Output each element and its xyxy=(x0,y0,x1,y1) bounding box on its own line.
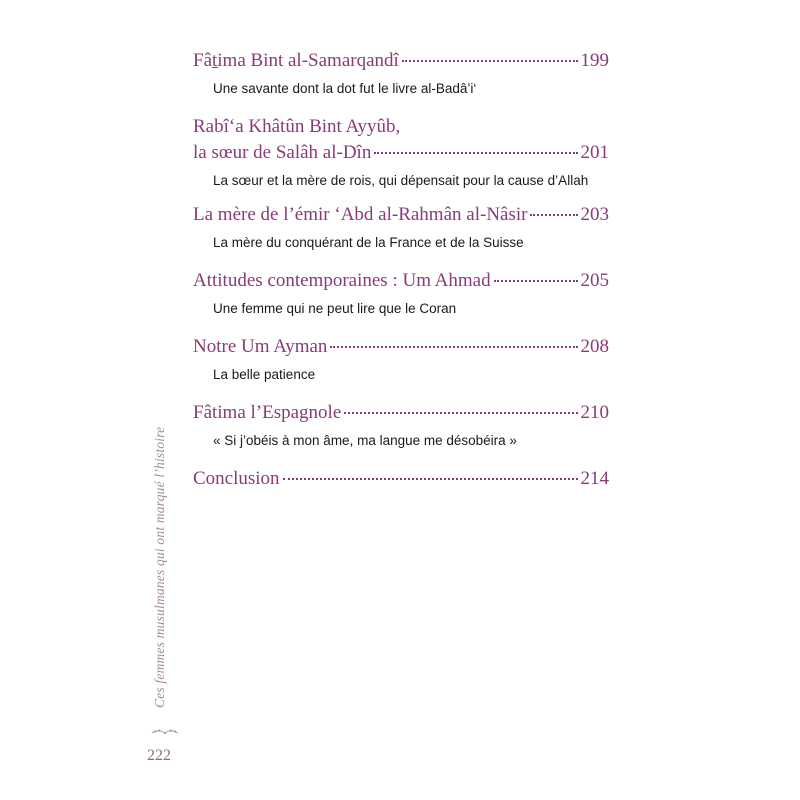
toc-entry xyxy=(193,202,609,252)
toc-entry-subtitle: La mère du conquérant de la France et de la Suisse xyxy=(213,235,524,250)
toc-entry-subtitle: La sœur et la mère de rois, qui dépensait pour la cause d’Allah xyxy=(213,173,589,188)
toc-entry-page-number: 208 xyxy=(580,336,609,357)
toc-entry-title-first-line: Rabî‘a Khâtûn Bint Ayyûb, xyxy=(193,116,401,137)
toc-entry-page-number: 203 xyxy=(580,204,609,225)
toc-entry xyxy=(193,114,609,190)
toc-entry-title-line xyxy=(193,202,609,228)
dot-leader xyxy=(530,214,577,216)
toc-entry-title-line xyxy=(193,400,609,426)
toc-entry-title-line xyxy=(193,48,609,74)
toc-entry-subtitle: La belle patience xyxy=(213,367,316,382)
running-title: Ces femmes musulmanes qui ont marqué l’histoire xyxy=(152,426,167,708)
dot-leader xyxy=(330,346,577,348)
toc-entry-title: Fâṯima Bint al-Samarqandî xyxy=(193,50,399,71)
toc-entry-subtitle: Une savante dont la dot fut le livre al-Badâ’i‘ xyxy=(213,81,477,96)
toc-entry xyxy=(193,466,609,492)
laurel-ornament-icon xyxy=(150,727,180,739)
dot-leader xyxy=(344,412,577,414)
toc-entry-page-number: 210 xyxy=(580,402,609,423)
toc-entry-title: Conclusion xyxy=(193,468,280,489)
toc-entry-title: La mère de l’émir ‘Abd al-Rahmân al-Nâsir xyxy=(193,204,528,225)
toc-entry-subtitle: Une femme qui ne peut lire que le Coran xyxy=(213,301,457,316)
toc-entry-page-number: 205 xyxy=(580,270,609,291)
toc-entry-page-number: 201 xyxy=(580,142,609,163)
page-number: 222 xyxy=(147,747,171,764)
toc-entry-title: Attitudes contemporaines : Um Ahmad xyxy=(193,270,491,291)
toc-entry-page-number: 199 xyxy=(580,50,609,71)
toc-entry-title-line xyxy=(193,268,609,294)
toc-entry xyxy=(193,334,609,384)
toc-entry-title-line xyxy=(193,466,609,492)
toc-entry-title: la sœur de Salâh al-Dîn xyxy=(193,142,372,163)
toc-entry xyxy=(193,48,609,98)
dot-leader xyxy=(402,60,578,62)
toc-entry-title: Fâtima l’Espagnole xyxy=(193,402,342,423)
dot-leader xyxy=(374,152,577,154)
toc-entry xyxy=(193,400,609,450)
toc-entry-page-number: 214 xyxy=(580,468,609,489)
dot-leader xyxy=(494,280,578,282)
toc-entry-title: Notre Um Ayman xyxy=(193,336,328,357)
toc-entry-subtitle: « Si j’obéis à mon âme, ma langue me désobéira » xyxy=(213,433,517,448)
dot-leader xyxy=(283,478,578,480)
toc-entry-title-line xyxy=(193,140,609,166)
toc-entry-title-line xyxy=(193,334,609,360)
toc-entry xyxy=(193,268,609,318)
